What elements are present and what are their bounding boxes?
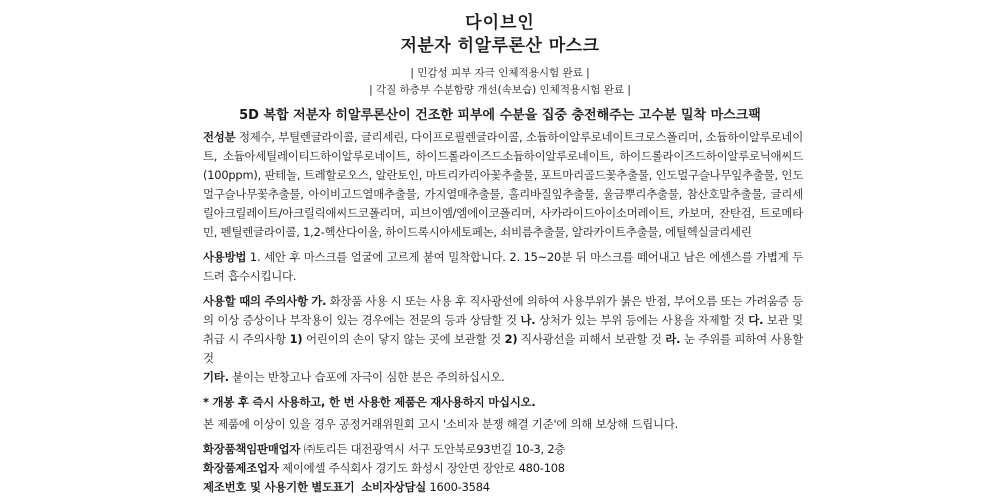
caution-step: 가.: [311, 294, 327, 308]
certification-item: | 각질 하층부 수분함량 개선(속보습) 인체적용시험 완료 |: [369, 84, 631, 96]
usage-section: [203, 248, 803, 286]
label-body: [203, 128, 803, 497]
caution-text: 화장품 사용 시 또는 사용 후 직사광선에 의하여 사용부위가 붉은 반점, 부어오름 또는 가려움증 등의 이상 증상이나 부작용이 있는 경우에는 전문의 등과 상담할 것: [203, 294, 803, 327]
reuse-notice-text: * 개봉 후 즉시 사용하고, 한 번 사용한 제품은 재사용하지 마십시오.: [203, 395, 536, 409]
caution-section: [203, 292, 803, 387]
product-name: 저분자 히알루론산 마스크: [400, 36, 600, 56]
caution-step: 나.: [520, 313, 536, 327]
lot-value: 별도표기: [311, 480, 355, 494]
ingredients-label: 전성분: [203, 130, 236, 144]
caution-other-label: 기타.: [203, 370, 229, 384]
support-phone: 1600-3584: [426, 480, 490, 494]
caution-text: 보관 및 취급 시 주의사항: [203, 313, 803, 346]
caution-text: 눈 주위를 피하여 사용할 것: [203, 332, 803, 365]
label-header: [0, 12, 1000, 99]
caution-label: 사용할 때의 주의사항: [203, 294, 308, 308]
maker-info: [203, 459, 803, 478]
company-info: [203, 440, 803, 497]
caution-step: 2): [504, 332, 518, 346]
support-label: 소비자상담실: [361, 480, 427, 494]
brand-name: 다이브인: [465, 13, 535, 33]
caution-text: 상처가 있는 부위 등에는 사용을 자제할 것: [535, 313, 749, 327]
maker-text: 제이에셀 주식회사 경기도 화성시 장안면 장안로 480-108: [278, 461, 565, 475]
lot-label: 제조번호 및 사용기한: [203, 480, 308, 494]
ingredients-text: 정제수, 부틸렌글라이콜, 글리세린, 다이프로필렌글라이콜, 소듐하이알루로네이트크로스폴리머, 소듐하이알루로네이트, 소듐아세틸레이티드하이알루로네이트, 하이드롤라이즈드소듐하이알루로네이트, 하이드롤라이즈드하이알루로닉애씨드(100ppm), 판테놀, 트레할로오스, 알란토인, 마트리카리아꽃추출물, 포트마리골드꽃추출물, 인도멀구슬나무잎추출물, 인도멀구슬나무꽃추출물, 아이비고드열매추출물, 가지열매추출물, 홀리바질잎추출물, 울금뿌리추출물, 참산호말추출물, 글리세릴아크릴레이트/아크릴릭애씨드코폴리머, 피브이엠/엠에이코폴리머, 사카라이드아이소머레이트, 카보머, 잔탄검, 트로메타민, 펜틸렌글라이콜, 1,2-헥산다이올, 하이드록시아세토페논, 쇠비름추출물, 알라카이트추출물, 에틸헥실글리세린: [203, 130, 804, 239]
certification-list: [0, 65, 1000, 99]
certification-item: | 민감성 피부 자극 인체적용시험 완료 |: [410, 67, 590, 79]
caution-text: 직사광선을 피해서 보관할 것: [517, 332, 666, 346]
seller-info: [203, 440, 803, 459]
usage-label: 사용방법: [203, 250, 247, 264]
caution-step: 라.: [665, 332, 681, 346]
seller-text: ㈜토리든 대전광역시 서구 도안북로93번길 10-3, 2층: [300, 442, 566, 456]
caution-step: 다.: [748, 313, 764, 327]
caution-step: 1): [289, 332, 303, 346]
reuse-notice: [203, 393, 803, 412]
ingredients-section: [203, 128, 803, 242]
compensation-notice: 본 제품에 이상이 있을 경우 공정거래위원회 고시 '소비자 분쟁 해결 기준'에 의해 보상해 드립니다.: [203, 417, 679, 431]
usage-text: 1. 세안 후 마스크를 얼굴에 고르게 붙여 밀착합니다. 2. 15~20분 뒤 마스크를 떼어내고 남은 에센스를 가볍게 두드려 흡수시킵니다.: [203, 250, 804, 283]
caution-text: 어린이의 손이 닿지 않는 곳에 보관할 것: [302, 332, 505, 346]
product-headline: 5D 복합 저분자 히알루론산이 건조한 피부에 수분을 집중 충전해주는 고수분 밀착 마스크팩: [239, 108, 761, 123]
lot-info: [203, 478, 803, 497]
seller-label: 화장품책임판매업자: [203, 442, 301, 456]
caution-text: 붙이는 반창고나 습포에 자극이 심한 분은 주의하십시오.: [228, 370, 505, 384]
maker-label: 화장품제조업자: [203, 461, 279, 475]
